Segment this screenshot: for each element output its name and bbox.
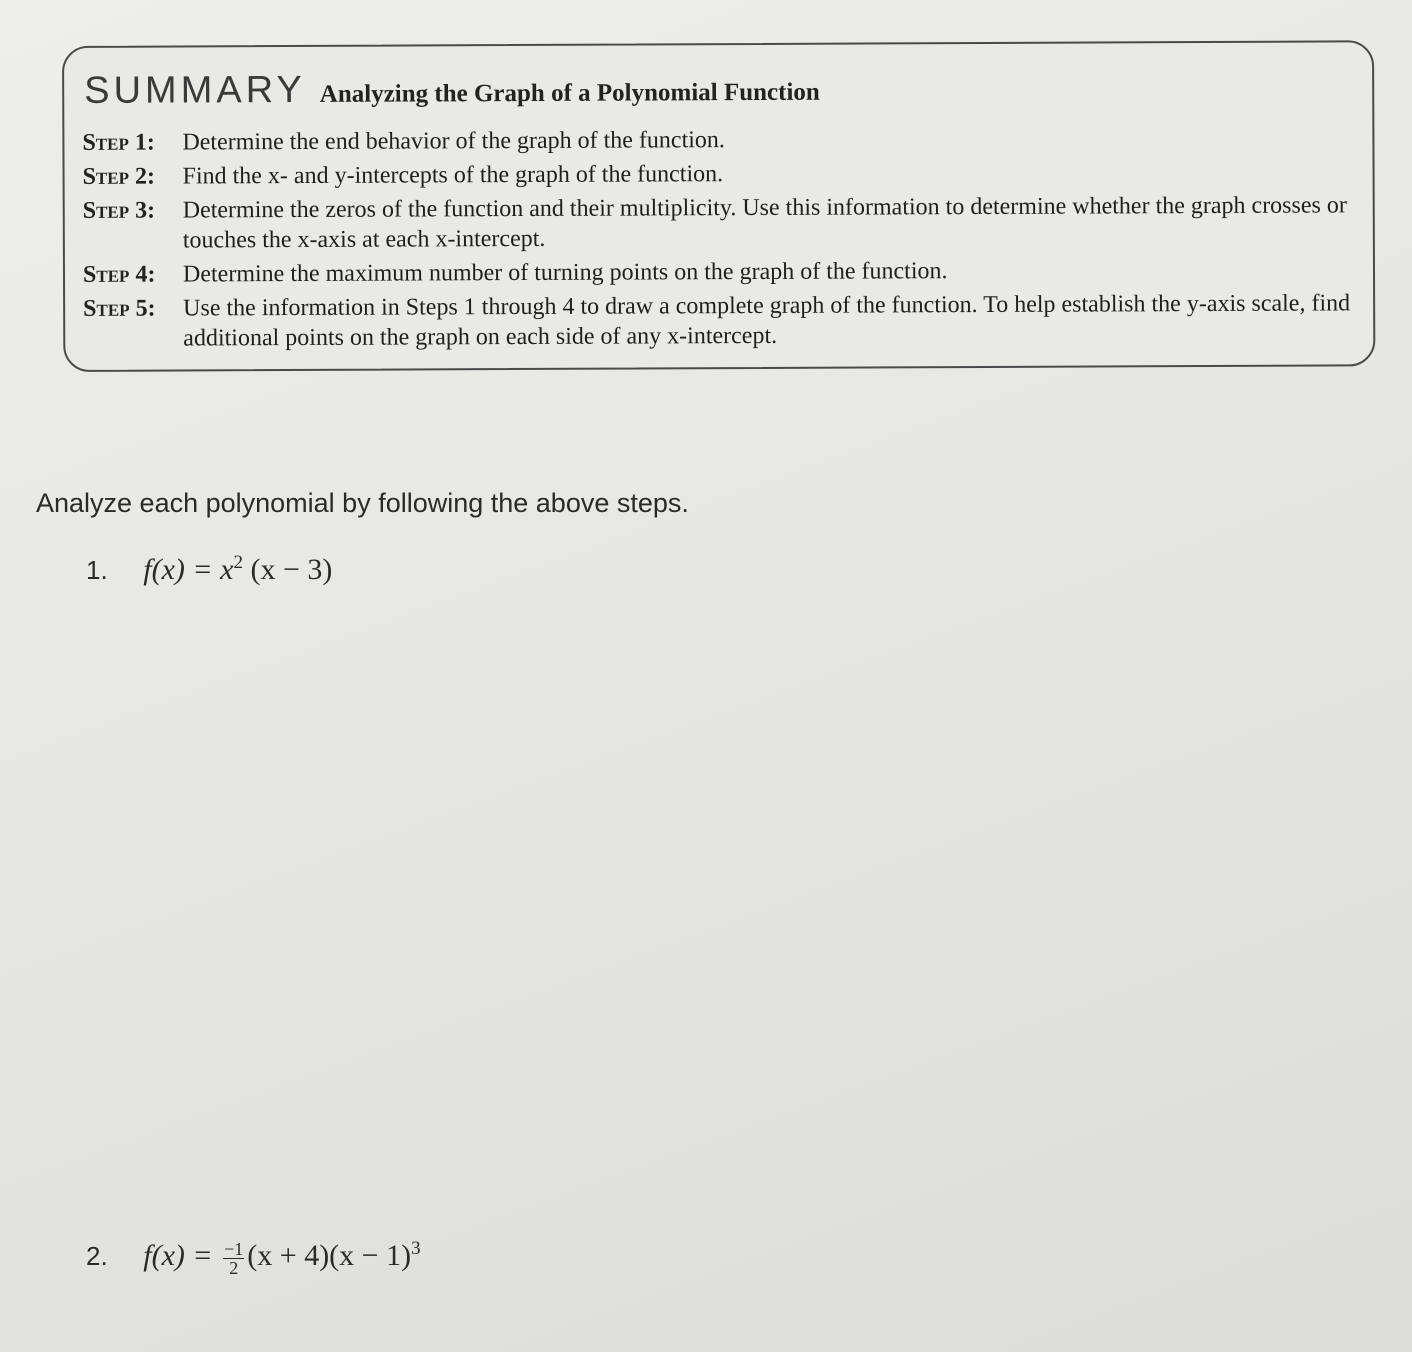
step-item [83, 254, 1353, 290]
equation-exponent: 2 [233, 552, 243, 573]
problem-number: 2. [86, 1241, 108, 1271]
problem-1 [86, 552, 332, 587]
problem-2 [86, 1238, 421, 1277]
equation-fraction [223, 1240, 244, 1277]
summary-header [84, 67, 820, 113]
step-text: Determine the end behavior of the graph of the function. [182, 127, 725, 156]
summary-title: Analyzing the Graph of a Polynomial Function [319, 78, 820, 108]
step-item [83, 156, 1353, 192]
summary-word: SUMMARY [84, 68, 306, 112]
step-label: Step 3: [82, 197, 156, 224]
step-text: Use the information in Steps 1 through 4 to draw a complete graph of the function. To help establish the y-axis scale, find additional points on the graph on each side of any x-intercept. [183, 290, 1351, 352]
step-item [82, 122, 1352, 158]
equation-factor: (x + 4)(x − 1) [247, 1239, 412, 1272]
equation-lhs: f(x) = [143, 553, 221, 586]
step-item [83, 288, 1353, 354]
step-item [83, 190, 1353, 256]
equation-base: x [220, 553, 234, 586]
step-text: Find the x- and y-intercepts of the graph of the function. [182, 161, 724, 190]
problem-equation [143, 1238, 421, 1278]
equation-lhs: f(x) = [143, 1239, 221, 1272]
fraction-denominator: 2 [229, 1257, 239, 1278]
step-text: Determine the zeros of the function and their multiplicity. Use this information to determine whether the graph crosses or touches the x-axis at each x-intercept. [182, 192, 1347, 254]
fraction-numerator: −1 [224, 1238, 244, 1259]
instructions-text: Analyze each polynomial by following the above steps. [36, 488, 689, 518]
summary-box [62, 40, 1375, 372]
equation-exponent: 3 [411, 1238, 421, 1259]
equation-factor: (x − 3) [250, 553, 333, 586]
step-label: Step 5: [83, 295, 156, 322]
problem-equation [143, 553, 332, 586]
step-label: Step 1: [82, 129, 155, 156]
problem-number: 1. [86, 555, 108, 585]
step-text: Determine the maximum number of turning points on the graph of the function. [182, 258, 948, 288]
step-label: Step 4: [82, 261, 156, 288]
step-label: Step 2: [82, 163, 156, 190]
steps-list [82, 122, 1353, 358]
